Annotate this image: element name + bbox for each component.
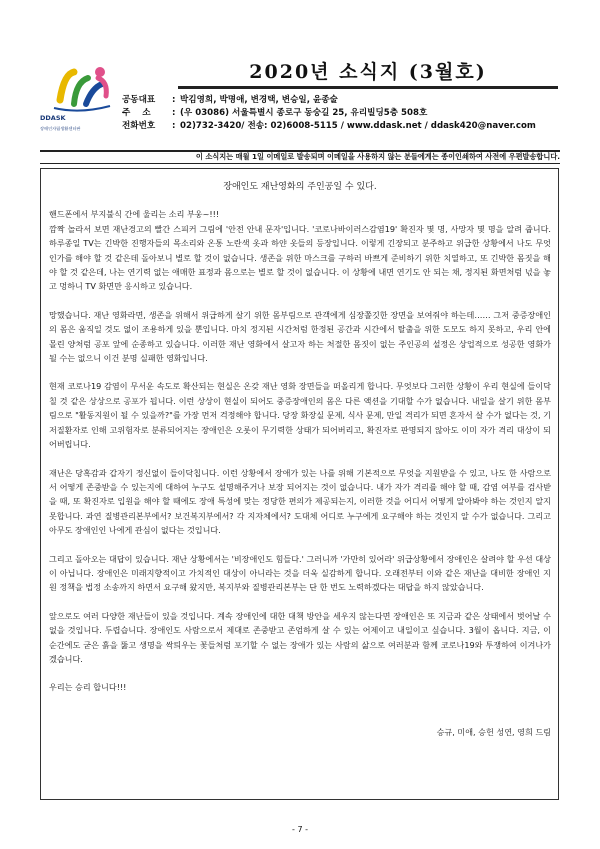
article-paragraph: 망했습니다. 재난 영화라면, 생존을 위해서 위급하게 살기 위한 몸부림으로 관객에게 심장쫄깃한 장면을 보여줘야 하는데…… 그저 중증장애인의 몸은 움직일 것도 없이 조용하게 있을 뿐입니다. 마치 정지된 시간처럼 한정된 공간과 시간에서 탈출을 위한 도모도 하지 못하고, 우리 안에 몰린 양처럼 공포 앞에 순종하고 있습니다. 이러한 재난 영화에서 살고자 하는 처절한 몸짓이 없는 주인공의 설정은 상업적으로 성공한 영화가 될 수는 없으니 이건 분명 실패한 영화입니다. [49,309,551,364]
info-key: 전화번호 [122,121,156,131]
article-body [49,180,551,739]
title-underline [178,86,558,89]
info-value: 02)732-3420/ 전송: 02)6008-5115 / www.ddask.net / ddask420@naver.com [180,121,536,131]
info-value: 박김영희, 박명애, 변경택, 변승일, 윤종술 [180,95,338,105]
info-row-contact [122,120,562,133]
logo-text: DDASK [40,114,66,122]
info-row-address [122,107,562,120]
info-row-representatives [122,94,562,107]
article-paragraph: 우리는 승리 합니다!!! [49,682,127,693]
notice-divider [40,163,560,164]
article-paragraph: 현재 코로나19 감염이 무서운 속도로 확산되는 현실은 온갖 재난 영화 장면들을 떠올리게 합니다. 무엇보다 그러한 상황이 우리 현실에 들이닥칠 것 같은 상상으로 공포가 됩니다. 이런 상상이 현실이 되어도 중증장애인의 몸은 다른 액션을 기대할 수가 없습니다. 내일을 살기 위한 몸부림으로 "활동지원이 될 수 있을까?"를 가장 먼저 걱정해야 합니다. 당장 화장실 문제, 식사 문제, 만일 격리가 되면 혼자서 살 수가 없다는 것, 기저질환자로 인해 고위험자로 분류되어지는 장애인은 오롯이 무기력한 상태가 되어버리고, 확진자로 판명되지 않아도 이미 자가 격리 대상이 되어버립니다. [49,381,551,450]
info-separator: : [172,121,176,131]
info-key: 주 소 [122,108,151,118]
article-paragraph: 앞으로도 여러 다양한 재난들이 있을 것입니다. 계속 장애인에 대한 대책 방안을 세우지 않는다면 장애인은 또 지금과 같은 상태에서 벗어날 수 없을 것입니다. 두렵습니다. 장애인도 사람으로서 제대로 존중받고 존엄하게 살 수 있는 어제이고 내일이고 싶습니다. 3월이 옵니다. 지금, 이 순간에도 굳은 흙을 뚫고 생명을 싹틔우는 꽃들처럼 포기할 수 없는 장애가 있는 사람의 삶으로 여러분과 함께 코로나19와 투쟁하여 이겨나가겠습니다. [49,610,552,664]
article-heading: 장애인도 재난영화의 주인공일 수 있다. [223,182,377,192]
title-block [178,60,558,86]
info-value: (우 03086) 서울특별시 종로구 동숭길 25, 유리빌딩5층 508호 [180,108,428,118]
page-number: - 7 - [292,825,308,834]
ddask-logo [40,64,122,142]
info-key: 공동대표 [122,95,156,105]
article-paragraph: 핸드폰에서 부지불식 간에 울리는 소리 부웅~!!! 깜짝 놀라서 보면 재난경고의 빨간 스피커 그림에 '안전 안내 문자'입니다. '코로나바이러스감염19' 확진자 몇 명, 사망자 몇 명을 알려 줍니다. 하루종일 TV는 긴박한 진행자들의 목소리와 온통 노란색 옷과 하얀 옷들의 등장입니다. 이렇게 긴장되고 분주하고 위급한 상황에서 나도 무엇인가를 해야 할 것 같은데 돌아보니 별로 할 것이 없습니다. 생존을 위한 마스크를 구하러 바쁘게 준비하기 위한 치열하고, 또 긴박한 몸짓을 해야 할 것 같은데, 나는 연기력 없는 애매한 표정과 몸으로는 별로 할 것이 없습니다. 이 상황에 내면 연기도 안 되는 채, 정지된 화면처럼 넋을 놓고 멍하니 TV 화면만 응시하고 있습니다. [49,209,551,292]
article-paragraph: 재난은 당혹감과 갑자기 정신없이 들이닥칩니다. 이런 상황에서 장애가 있는 나를 위해 기본적으로 무엇을 지원받을 수 있고, 나도 한 사람으로서 어떻게 존중받을 수 있는지에 대하여 누구도 설명해주거나 보장 되어지는 것이 없습니다. 내가 자가 격리를 해야 할 때, 감염 여부를 검사받을 때, 또 확진자로 입원을 해야 할 때에도 장애 특성에 맞는 정당한 편의가 제공되는지, 이러한 것을 어디서 어떻게 알아봐야 하는 것인지 알지 못합니다. 과연 질병관리본부에서? 보건복지부에서? 각 지자체에서? 도대체 어디로 누구에게 요구해야 하는 것인지 알 수가 없습니다. 그리고 아무도 장애인인 나에게 관심이 없다는 것입니다. [49,467,551,536]
delivery-notice: 이 소식지는 매월 1일 이메일로 발송되며 이메일을 사용하지 않는 분들에게는 종이인쇄하여 사전에 우편발송합니다. [195,152,560,161]
info-separator: : [172,95,176,105]
organization-info [122,94,562,133]
article-paragraph: 그리고 돌아오는 대답이 있습니다. 재난 상황에서는 '비장애인도 힘들다.' 그러니까 '가만히 있어라' 위급상황에서 장애인은 살려야 할 우선 대상이 아닙니다. 장애인은 미래지향적이고 가치적인 대상이 아니라는 것을 더욱 실감하게 합니다. 오래전부터 이와 같은 재난을 대비한 장애인 지원 정책을 법정 소송까지 하면서 요구해 왔지만, 복지부와 질병관리본부는 단 한 번도 노력하겠다는 대답을 하지 않았습니다. [49,553,551,593]
newsletter-header [40,58,560,146]
ddask-logo-mark-icon [40,64,122,114]
logo-subtitle: 장애인자립생활센터판 [40,126,81,131]
info-separator: : [172,108,176,118]
article-signature: 승규, 미애, 승헌 성연, 영희 드림 [436,726,551,737]
newsletter-title: 2020년 소식지 (3월호) [249,61,487,83]
